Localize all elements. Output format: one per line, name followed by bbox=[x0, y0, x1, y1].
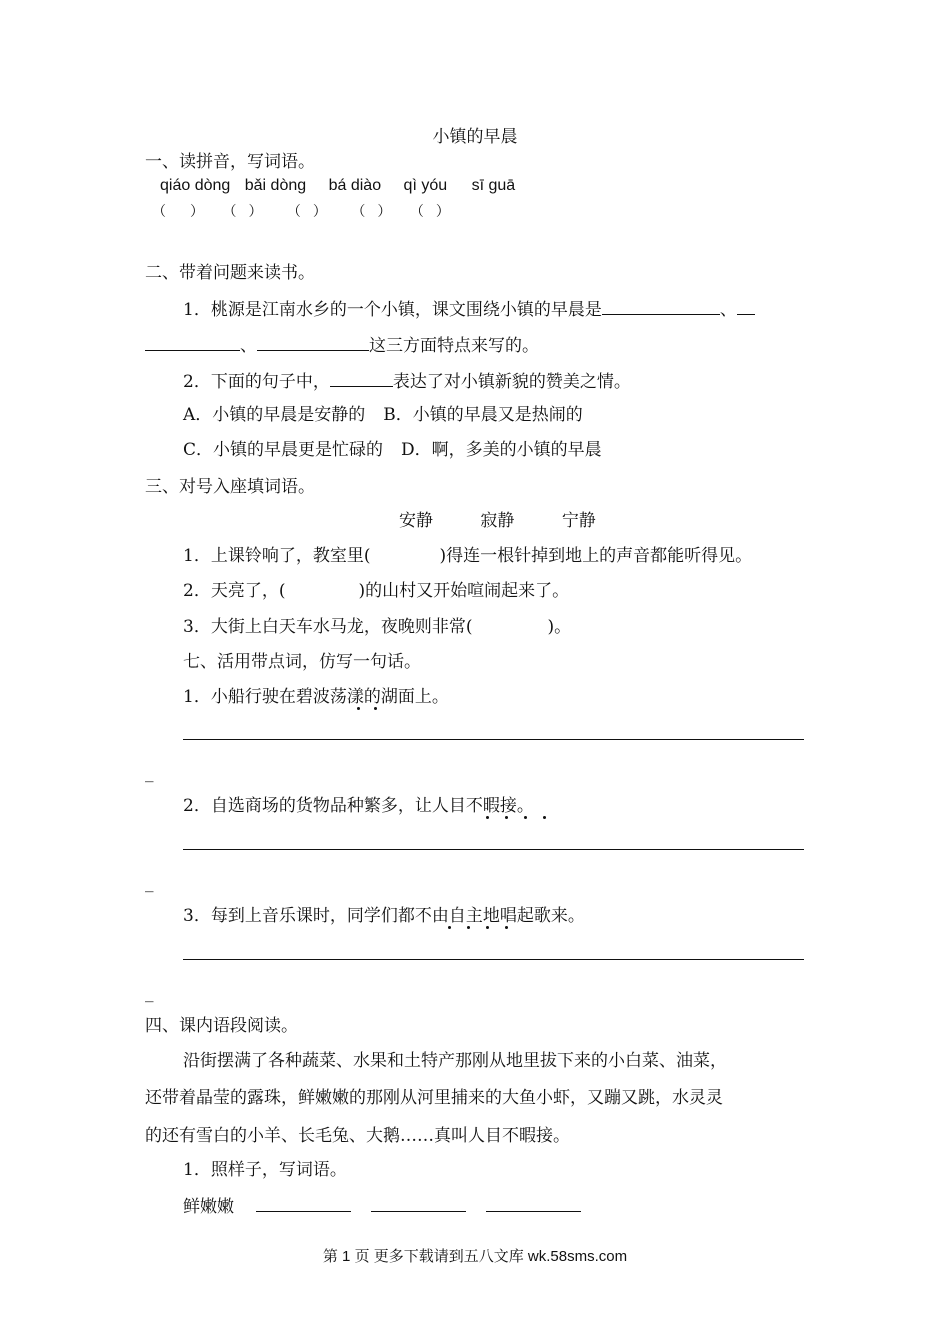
option-a: A．小镇的早晨是安静的 bbox=[183, 405, 366, 425]
section7-q2: 2．自选商场的货物品种繁多，让人目不暇接。 bbox=[183, 796, 534, 816]
pinyin-item: sī guā bbox=[471, 177, 516, 194]
pinyin-item: bǎi dòng bbox=[244, 177, 307, 194]
paren-close: ） bbox=[190, 204, 204, 220]
answer-blank[interactable] bbox=[145, 333, 240, 351]
answer-blank[interactable] bbox=[602, 297, 720, 315]
word-option: 宁静 bbox=[561, 511, 596, 531]
section1-heading: 一、读拼音，写词语。 bbox=[145, 152, 315, 172]
answer-line[interactable] bbox=[183, 849, 804, 850]
paren-open: （ bbox=[152, 204, 166, 220]
option-row-ab bbox=[183, 404, 583, 426]
section2-heading: 二、带着问题来读书。 bbox=[145, 263, 315, 283]
section7-q1: 1．小船行驶在碧波荡漾的湖面上。 bbox=[183, 687, 449, 707]
paren-open: （ bbox=[409, 204, 424, 220]
option-b: B．小镇的早晨又是热闹的 bbox=[383, 405, 583, 425]
emphasis-dot bbox=[448, 926, 451, 929]
answer-blank[interactable] bbox=[737, 297, 755, 315]
answer-parens bbox=[152, 201, 450, 223]
emphasis-dot bbox=[486, 926, 489, 929]
option-d: D．啊，多美的小镇的早晨 bbox=[401, 440, 602, 460]
emphasis-dot bbox=[505, 816, 508, 819]
section3-heading: 三、对号入座填词语。 bbox=[145, 477, 315, 497]
paren-open: （ bbox=[222, 204, 237, 220]
question-text: 表达了对小镇新貌的赞美之情。 bbox=[392, 372, 631, 392]
sentence-text: 3．大街上白天车水马龙，夜晚则非常( bbox=[183, 617, 473, 637]
option-c: C．小镇的早晨更是忙碌的 bbox=[183, 440, 384, 460]
answer-blank[interactable] bbox=[257, 333, 369, 351]
example-row bbox=[183, 1194, 581, 1218]
separator: 、 bbox=[719, 300, 737, 320]
page-footer: 第 1 页 更多下载请到五八文库 wk.58sms.com bbox=[322, 1248, 628, 1265]
paren-open: （ bbox=[351, 204, 366, 220]
paren-close: ） bbox=[435, 204, 450, 220]
emphasis-dot bbox=[467, 926, 470, 929]
paren-close: ） bbox=[248, 204, 263, 220]
line-tail: _ bbox=[145, 983, 154, 1003]
line-tail: _ bbox=[145, 763, 154, 783]
section7-q3: 3．每到上音乐课时，同学们都不由自主地唱起歌来。 bbox=[183, 906, 585, 926]
line-tail: _ bbox=[145, 873, 154, 893]
answer-line[interactable] bbox=[183, 739, 804, 740]
page-title: 小镇的早晨 bbox=[432, 127, 518, 147]
separator: 、 bbox=[240, 336, 257, 356]
sentence-text: )的山村又开始喧闹起来了。 bbox=[358, 581, 570, 601]
section3-s2 bbox=[183, 580, 569, 602]
emphasis-dot bbox=[524, 816, 527, 819]
section2-q1-line1 bbox=[183, 297, 755, 321]
section4-q1: 1．照样子，写词语。 bbox=[183, 1160, 347, 1180]
example-word: 鲜嫩嫩 bbox=[183, 1197, 234, 1217]
word-option: 安静 bbox=[399, 511, 433, 531]
answer-line[interactable] bbox=[183, 959, 804, 960]
answer-blank[interactable] bbox=[330, 369, 393, 387]
paren-close: ） bbox=[312, 204, 327, 220]
pinyin-item: qì yóu bbox=[403, 177, 448, 194]
question-text: 这三方面特点来写的。 bbox=[369, 336, 539, 356]
emphasis-dot bbox=[505, 926, 508, 929]
section3-s3 bbox=[183, 616, 571, 638]
reading-paragraph-line1: 沿街摆满了各种蔬菜、水果和土特产那刚从地里拔下来的小白菜、油菜， bbox=[183, 1051, 727, 1071]
section3-s1 bbox=[183, 545, 752, 567]
word-bank bbox=[399, 510, 596, 532]
sentence-text: 2．天亮了，( bbox=[183, 581, 286, 601]
option-row-cd bbox=[183, 439, 602, 461]
section2-q2 bbox=[183, 369, 631, 393]
pinyin-item: bá diào bbox=[328, 177, 382, 194]
answer-blank[interactable] bbox=[486, 1194, 581, 1212]
question-text: 1．桃源是江南水乡的一个小镇，课文围绕小镇的早晨是 bbox=[183, 300, 602, 320]
answer-blank[interactable] bbox=[371, 1194, 466, 1212]
paren-close: ） bbox=[377, 204, 392, 220]
section4-heading: 四、课内语段阅读。 bbox=[145, 1016, 298, 1036]
section7-heading: 七、活用带点词，仿写一句话。 bbox=[183, 652, 421, 672]
reading-paragraph-line3: 的还有雪白的小羊、长毛兔、大鹅……真叫人目不暇接。 bbox=[145, 1126, 570, 1146]
pinyin-row bbox=[160, 175, 515, 197]
emphasis-dot bbox=[374, 707, 377, 710]
section2-q1-line2 bbox=[145, 333, 539, 357]
emphasis-dot bbox=[543, 816, 546, 819]
reading-paragraph-line2: 还带着晶莹的露珠，鲜嫩嫩的那刚从河里捕来的大鱼小虾，又蹦又跳，水灵灵 bbox=[145, 1088, 723, 1108]
sentence-text: 1．上课铃响了，教室里( bbox=[183, 546, 371, 566]
emphasis-dot bbox=[357, 707, 360, 710]
answer-blank[interactable] bbox=[256, 1194, 351, 1212]
word-option: 寂静 bbox=[480, 511, 515, 531]
pinyin-item: qiáo dòng bbox=[160, 177, 231, 194]
emphasis-dot bbox=[486, 816, 489, 819]
question-text: 2．下面的句子中， bbox=[183, 372, 330, 392]
sentence-text: )。 bbox=[547, 617, 572, 637]
sentence-text: )得连一根针掉到地上的声音都能听得见。 bbox=[439, 546, 753, 566]
paren-open: （ bbox=[286, 204, 301, 220]
